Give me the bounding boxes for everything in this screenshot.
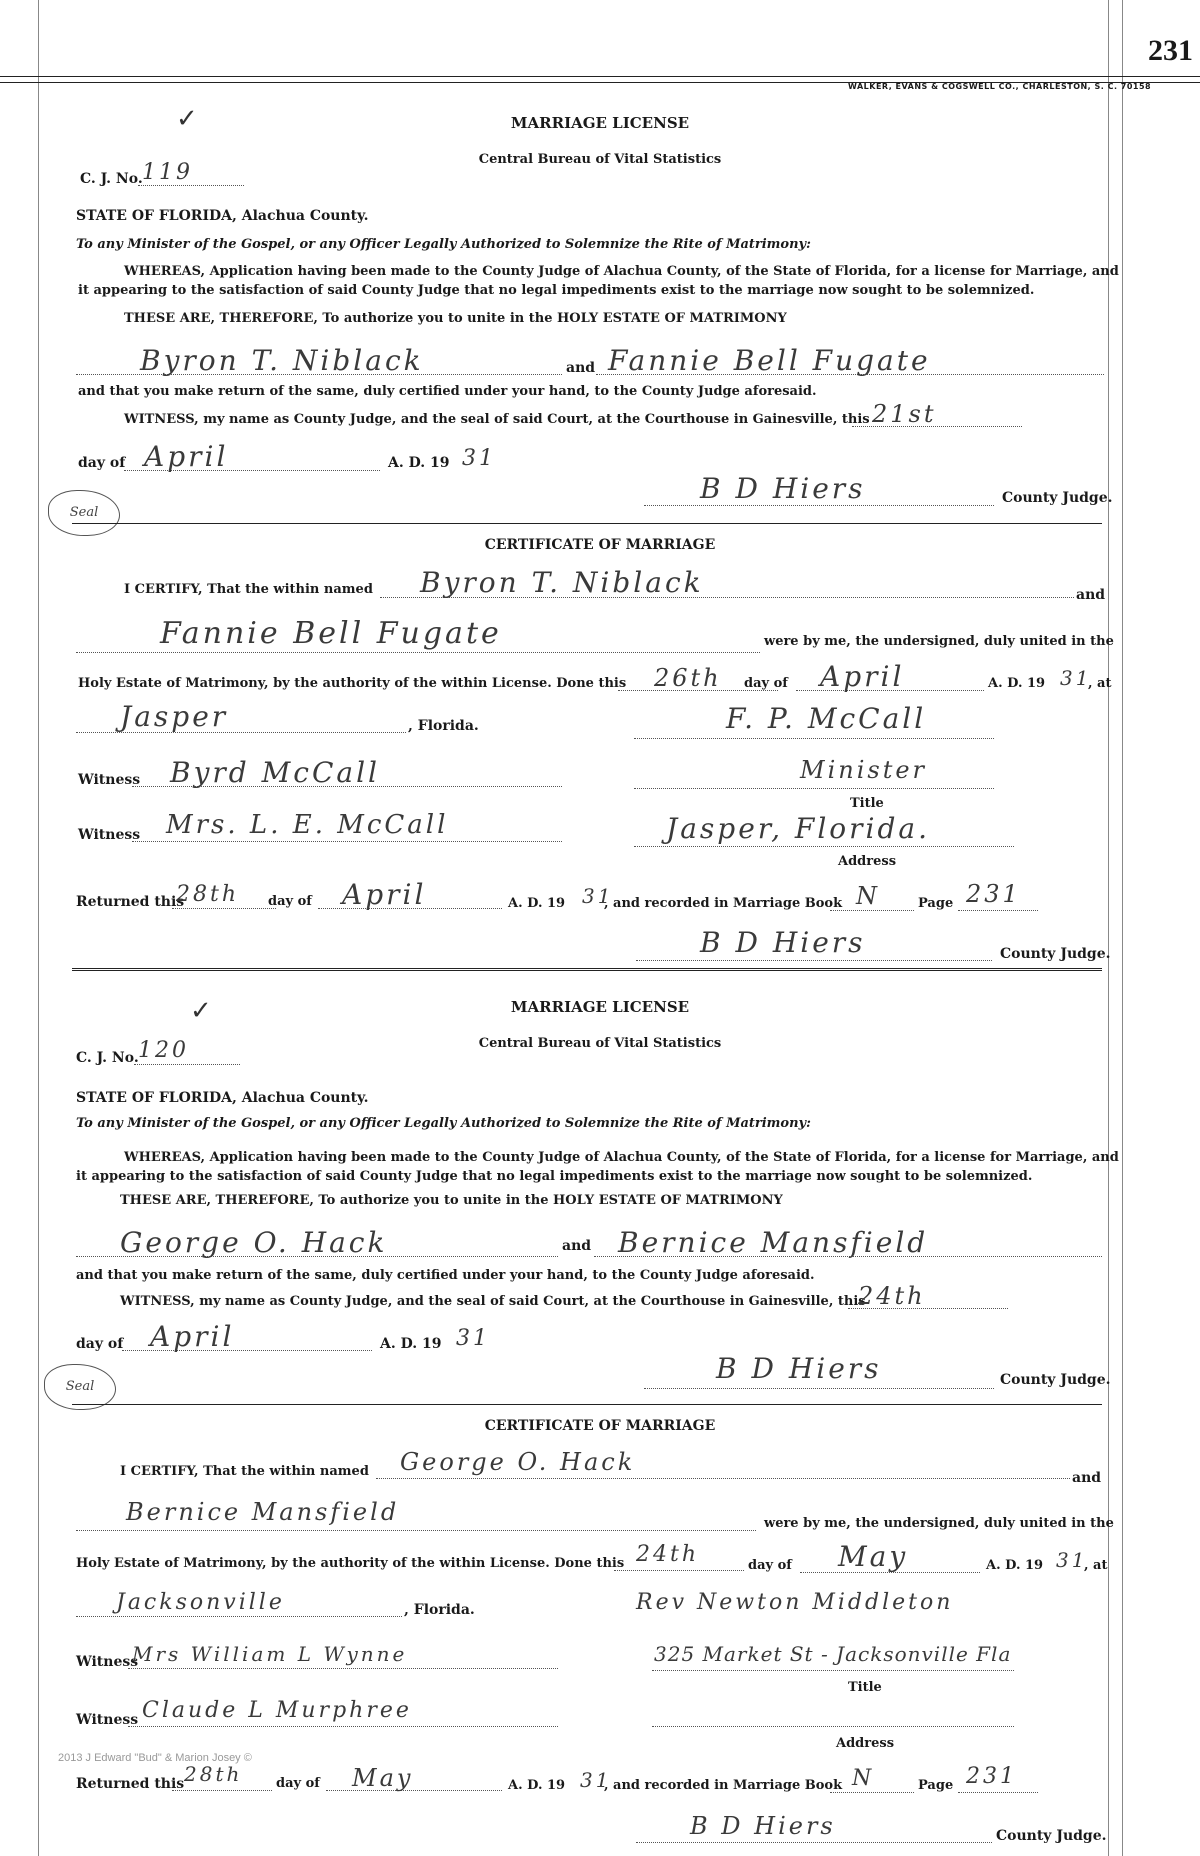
done-day-1: 26th — [654, 664, 722, 692]
were-by-me-1: were by me, the undersigned, duly united in the — [764, 634, 1114, 649]
return-line-2: and that you make return of the same, duly certified under your hand, to the County Judge aforesaid. — [76, 1268, 815, 1283]
witness-judge-line-1: WITNESS, my name as County Judge, and the seal of said Court, at the Courthouse in Gainesville, this — [124, 412, 870, 427]
witness-label-2a: Witness — [76, 1654, 139, 1670]
top-rule — [0, 76, 1200, 77]
certify-bride-2: Bernice Mansfield — [126, 1498, 400, 1526]
returned-month-1: April — [342, 878, 427, 911]
whereas-line-1b: it appearing to the satisfaction of said County Judge that no legal impediments exist to the marriage now sought to be solemnized. — [78, 283, 1035, 298]
certify-and-2: and — [1072, 1470, 1102, 1486]
groom-name-1: Byron T. Niblack — [140, 344, 424, 377]
cj-no-value-1: 119 — [142, 160, 193, 185]
whereas-line-2b: it appearing to the satisfaction of said County Judge that no legal impediments exist to the marriage now sought to be solemnized. — [76, 1169, 1033, 1184]
page-line-2 — [958, 1792, 1038, 1793]
holy-estate-line-2: Holy Estate of Matrimony, by the authority of the within License. Done this — [76, 1556, 625, 1571]
address-label-1: Address — [838, 854, 897, 869]
returned-year-1: 31 — [582, 884, 614, 908]
address-line-1 — [634, 846, 1014, 847]
officiant-2: Rev Newton Middleton — [636, 1590, 954, 1615]
title-label-2: Title — [848, 1680, 882, 1695]
title-line-1 — [634, 788, 994, 789]
recorded-label-2: , and recorded in Marriage Book — [604, 1778, 843, 1793]
court-seal-1: Seal — [48, 490, 120, 536]
county-judge-label-2b: County Judge. — [996, 1828, 1107, 1844]
title-label-1: Title — [850, 796, 884, 811]
state-line-2: STATE OF FLORIDA, Alachua County. — [76, 1090, 369, 1106]
witness-judge-line-2: WITNESS, my name as County Judge, and the seal of said Court, at the Courthouse in Gainesville, this — [120, 1294, 866, 1309]
county-judge-label-1: County Judge. — [1002, 490, 1113, 506]
returned-label-2: Returned this — [76, 1776, 185, 1792]
page-number: 231 — [1148, 34, 1193, 67]
done-at-2: , at — [1084, 1558, 1108, 1573]
returned-day-line-1 — [172, 908, 276, 909]
place-line-2 — [76, 1616, 402, 1617]
to-minister-line-1: To any Minister of the Gospel, or any Officer Legally Authorized to Solemnize the Rite of Matrimony: — [76, 237, 811, 252]
therefore-line-2: THESE ARE, THEREFORE, To authorize you to unite in the HOLY ESTATE OF MATRIMONY — [120, 1193, 783, 1208]
cj-no-label-1: C. J. No. — [80, 171, 143, 187]
certify-and-1: and — [1076, 587, 1106, 603]
done-year-1: 31 — [1060, 666, 1092, 690]
witness-line-2a — [128, 1668, 558, 1669]
return-line-1: and that you make return of the same, duly certified under your hand, to the County Judge aforesaid. — [78, 384, 817, 399]
license-day-1: 21st — [872, 400, 937, 428]
returned-day-line-2 — [172, 1790, 272, 1791]
witness-label-1b: Witness — [78, 827, 141, 843]
done-month-1: April — [820, 660, 905, 693]
certify-groom-1: Byron T. Niblack — [420, 566, 704, 599]
bride-name-2: Bernice Mansfield — [618, 1226, 929, 1259]
florida-label-1: , Florida. — [408, 718, 479, 734]
certify-groom-2: George O. Hack — [400, 1448, 636, 1476]
certificate-heading-1: CERTIFICATE OF MARRIAGE — [484, 537, 716, 553]
address-label-2: Address — [836, 1736, 895, 1751]
license-year-2: 31 — [456, 1326, 490, 1351]
recording-signature-2: B D Hiers — [690, 1812, 836, 1840]
officiant-line-1 — [634, 738, 994, 739]
witness-2b: Claude L Murphree — [142, 1698, 412, 1723]
witness-line-1b — [132, 841, 562, 842]
done-day-of-1: day of — [744, 676, 788, 691]
witness-label-2b: Witness — [76, 1712, 139, 1728]
officiant-title-1: Minister — [800, 756, 928, 784]
done-month-2: May — [838, 1540, 909, 1573]
certify-line-1: I CERTIFY, That the within named — [124, 582, 373, 597]
license-month-1: April — [144, 440, 229, 473]
done-at-1: , at — [1088, 676, 1112, 691]
day-of-label-2: day of — [76, 1336, 124, 1352]
witness-line-2b — [128, 1726, 558, 1727]
done-ad-1: A. D. 19 — [988, 676, 1046, 691]
were-by-me-2: were by me, the undersigned, duly united in the — [764, 1516, 1114, 1531]
returned-ad-1: A. D. 19 — [508, 896, 566, 911]
certify-bride-1: Fannie Bell Fugate — [160, 616, 502, 651]
record-divider — [72, 968, 1102, 975]
judge-signature-1: B D Hiers — [700, 472, 866, 505]
done-ad-2: A. D. 19 — [986, 1558, 1044, 1573]
ad-label-2: A. D. 19 — [380, 1336, 442, 1352]
witness-label-1a: Witness — [78, 772, 141, 788]
recording-signature-line-2 — [636, 1842, 992, 1843]
recording-signature-line-1 — [636, 960, 992, 961]
judge-signature-2: B D Hiers — [716, 1352, 882, 1385]
book-2: N — [852, 1766, 875, 1791]
page-label-1: Page — [918, 896, 954, 911]
done-day-2: 24th — [636, 1542, 700, 1567]
officiant-address-1: Jasper, Florida. — [666, 812, 930, 845]
whereas-line-1a: WHEREAS, Application having been made to the County Judge of Alachua County, of the State of Florida, for a license for Marriage, and — [124, 264, 1119, 279]
book-line-2 — [830, 1792, 914, 1793]
returned-day-of-1: day of — [268, 894, 312, 909]
witness-1a: Byrd McCall — [170, 756, 380, 789]
done-year-2: 31 — [1056, 1548, 1088, 1572]
license-day-2: 24th — [858, 1282, 926, 1310]
and-label-1: and — [566, 360, 596, 376]
returned-day-1: 28th — [176, 882, 240, 907]
cj-no-line-1 — [138, 185, 244, 186]
recording-signature-1: B D Hiers — [700, 926, 866, 959]
cj-no-label-2: C. J. No. — [76, 1050, 139, 1066]
section-rule-2 — [72, 1404, 1102, 1405]
ad-label-1: A. D. 19 — [388, 455, 450, 471]
day-of-label-1: day of — [78, 455, 126, 471]
officiant-address-2: 325 Market St - Jacksonville Fla — [654, 1642, 1012, 1666]
returned-year-2: 31 — [580, 1768, 612, 1792]
place-1: Jasper — [120, 700, 229, 733]
page-value-1: 231 — [966, 880, 1021, 908]
and-label-2: and — [562, 1238, 592, 1254]
bureau-heading-1: Central Bureau of Vital Statistics — [478, 152, 722, 167]
section-rule-1 — [72, 523, 1102, 524]
florida-label-2: , Florida. — [404, 1602, 475, 1618]
right-margin-line-2 — [1122, 0, 1123, 1856]
printer-line: WALKER, EVANS & COGSWELL CO., CHARLESTON, S. C. 70158 — [848, 82, 1152, 91]
certify-bride-line-2 — [76, 1530, 756, 1531]
address-line-2b — [652, 1726, 1014, 1727]
witness-1b: Mrs. L. E. McCall — [166, 810, 449, 840]
license-heading-1: MARRIAGE LICENSE — [510, 114, 690, 132]
place-2: Jacksonville — [116, 1590, 285, 1615]
done-day-line-2 — [614, 1570, 744, 1571]
license-year-1: 31 — [462, 446, 496, 471]
license-month-2: April — [150, 1320, 235, 1353]
address-line-2 — [652, 1670, 1014, 1671]
returned-ad-2: A. D. 19 — [508, 1778, 566, 1793]
county-judge-label-2: County Judge. — [1000, 1372, 1111, 1388]
certify-line-2: I CERTIFY, That the within named — [120, 1464, 369, 1479]
cj-no-line-2 — [134, 1064, 240, 1065]
recorded-label-1: , and recorded in Marriage Book — [604, 896, 843, 911]
left-margin-line — [38, 0, 39, 1856]
therefore-line-1: THESE ARE, THEREFORE, To authorize you to unite in the HOLY ESTATE OF MATRIMONY — [124, 311, 787, 326]
holy-estate-line-1: Holy Estate of Matrimony, by the authority of the within License. Done this — [78, 676, 627, 691]
book-1: N — [856, 882, 880, 910]
check-mark-1: ✓ — [176, 104, 198, 134]
court-seal-2: Seal — [44, 1364, 116, 1410]
county-judge-label-1b: County Judge. — [1000, 946, 1111, 962]
check-mark-2: ✓ — [190, 996, 212, 1026]
copyright-watermark: 2013 J Edward "Bud" & Marion Josey © — [58, 1752, 252, 1764]
judge-signature-line-1 — [644, 505, 994, 506]
state-line-1: STATE OF FLORIDA, Alachua County. — [76, 208, 369, 224]
certificate-heading-2: CERTIFICATE OF MARRIAGE — [484, 1418, 716, 1434]
witness-2a: Mrs William L Wynne — [132, 1642, 408, 1666]
book-line-1 — [830, 910, 914, 911]
returned-label-1: Returned this — [76, 894, 185, 910]
cj-no-value-2: 120 — [138, 1038, 189, 1063]
bureau-heading-2: Central Bureau of Vital Statistics — [478, 1036, 722, 1051]
page-value-2: 231 — [966, 1764, 1017, 1789]
to-minister-line-2: To any Minister of the Gospel, or any Officer Legally Authorized to Solemnize the Rite of Matrimony: — [76, 1116, 811, 1131]
page-label-2: Page — [918, 1778, 954, 1793]
groom-name-2: George O. Hack — [120, 1226, 388, 1259]
officiant-1: F. P. McCall — [726, 702, 927, 735]
returned-day-of-2: day of — [276, 1776, 320, 1791]
page-line-1 — [958, 910, 1038, 911]
whereas-line-2a: WHEREAS, Application having been made to the County Judge of Alachua County, of the State of Florida, for a license for Marriage, and — [124, 1150, 1119, 1165]
license-heading-2: MARRIAGE LICENSE — [510, 998, 690, 1016]
bride-name-1: Fannie Bell Fugate — [608, 344, 931, 377]
judge-signature-line-2 — [644, 1388, 994, 1389]
certify-bride-line-1 — [76, 652, 760, 653]
returned-month-2: May — [352, 1764, 414, 1792]
done-day-of-2: day of — [748, 1558, 792, 1573]
certify-groom-line-2 — [376, 1478, 1070, 1479]
returned-day-2: 28th — [184, 1762, 243, 1786]
